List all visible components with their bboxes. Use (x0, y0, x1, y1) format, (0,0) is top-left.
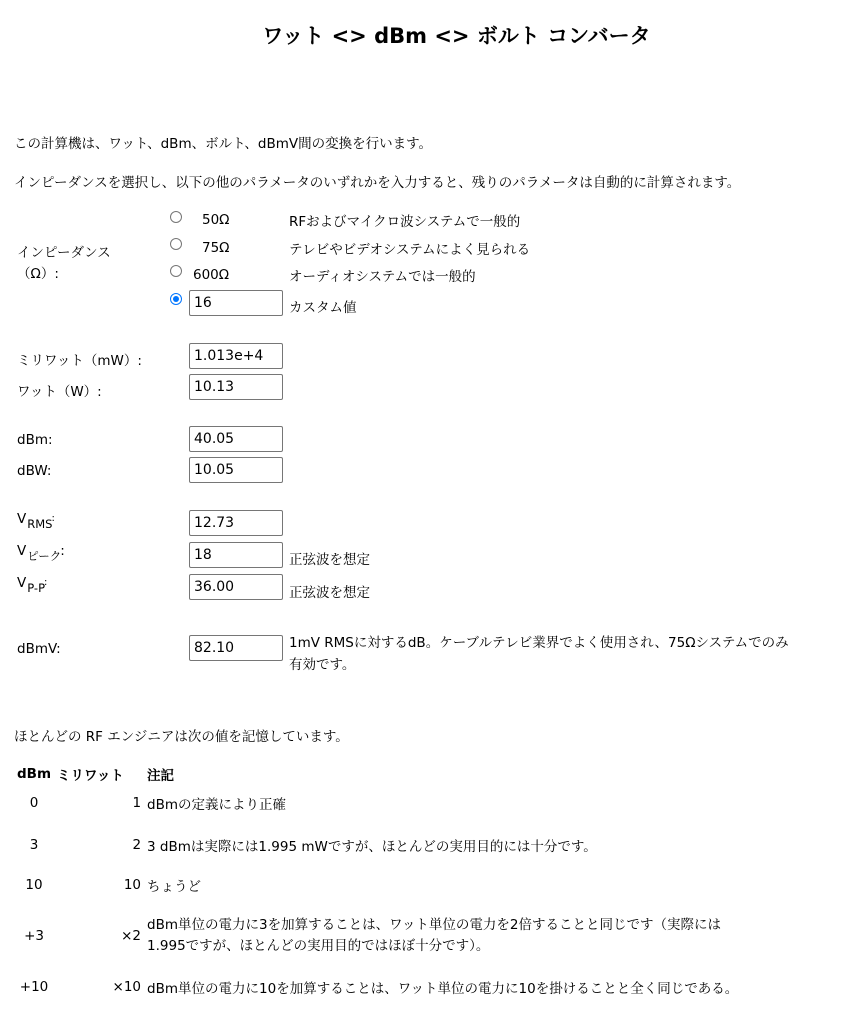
impedance-75-radio[interactable] (170, 238, 182, 250)
cell-dbm: 10 (25, 877, 43, 893)
impedance-label: インピーダンス（Ω）: (17, 245, 111, 282)
impedance-600-value: 600Ω (193, 267, 230, 283)
impedance-600-desc: オーディオシステムでは一般的 (289, 269, 476, 285)
cell-mw: ×2 (121, 928, 142, 944)
page-title: ワット <> dBm <> ボルト コンバータ (262, 24, 651, 48)
vrms-label-suffix: : (51, 513, 55, 524)
vpeak-note: 正弦波を想定 (289, 552, 370, 568)
watts-label: ワット（W）: (17, 384, 102, 400)
cell-note (144, 820, 741, 870)
table-row (14, 820, 741, 870)
dbw-label: dBW: (17, 463, 52, 479)
dbmv-note-line2: 有効です。 (289, 657, 356, 673)
dbm-label: dBm: (17, 432, 53, 448)
cell-note (144, 972, 741, 1002)
cell-note-line1: dBmの定義により正確 (147, 797, 287, 813)
cell-mw: 10 (123, 877, 142, 893)
impedance-custom-desc: カスタム値 (289, 300, 357, 316)
vpp-label (17, 575, 48, 595)
impedance-50-radio[interactable] (170, 211, 182, 223)
vpeak-label-sub: ピーク (27, 549, 62, 563)
table-row (14, 786, 741, 820)
dbmv-note-line1: 1mV RMSに対するdB。ケーブルテレビ業界でよく使用され、75Ωシステムでのみ (289, 635, 789, 651)
dbmv-label: dBmV: (17, 641, 61, 657)
impedance-50-value: 50Ω (202, 212, 230, 228)
vpeak-label (17, 543, 65, 563)
cell-note-line2: 1.995ですが、ほとんどの実用目的ではほぼ十分です）。 (147, 938, 490, 954)
vpp-label-suffix: : (44, 577, 48, 588)
cell-mw: 2 (132, 837, 142, 853)
table-row (14, 972, 741, 1002)
impedance-75-value: 75Ω (202, 240, 230, 256)
cell-note-line1: 3 dBmは実際には1.995 mWですが、ほとんどの実用目的には十分です。 (147, 839, 597, 855)
vrms-input[interactable]: 12.73 (189, 510, 283, 536)
cell-dbm: 0 (29, 795, 39, 811)
cell-mw: 1 (132, 795, 142, 811)
cell-note-line1: dBm単位の電力に3を加算することは、ワット単位の電力を2倍することと同じです（実際には (147, 917, 722, 933)
vpp-input[interactable]: 36.00 (189, 574, 283, 600)
dbmv-input[interactable]: 82.10 (189, 635, 283, 661)
dbm-input[interactable]: 40.05 (189, 426, 283, 452)
watts-input[interactable]: 10.13 (189, 374, 283, 400)
cell-note (144, 900, 741, 972)
vpeak-input[interactable]: 18 (189, 542, 283, 568)
header-dbm: dBm (17, 766, 52, 782)
milliwatts-input[interactable]: 1.013e+4 (189, 343, 283, 369)
header-notes: 注記 (147, 768, 175, 784)
reference-intro: ほとんどの RF エンジニアは次の値を記憶しています。 (14, 729, 349, 745)
cell-note-line1: ちょうど (147, 879, 202, 895)
reference-table (14, 762, 741, 1002)
impedance-custom-radio[interactable] (170, 293, 182, 305)
cell-dbm: +3 (24, 928, 44, 944)
vrms-label-sub: RMS (27, 517, 53, 531)
header-milliwatts: ミリワット (57, 768, 124, 784)
dbw-input[interactable]: 10.05 (189, 457, 283, 483)
table-row (14, 900, 741, 972)
impedance-600-radio[interactable] (170, 265, 182, 277)
cell-note (144, 870, 741, 900)
reference-header-row (14, 762, 741, 786)
vrms-label-main: V (17, 511, 27, 527)
table-row (14, 870, 741, 900)
intro-text: この計算機は、ワット、dBm、ボルト、dBmV間の変換を行います。 (14, 136, 433, 152)
cell-note (144, 786, 741, 820)
cell-note-line1: dBm単位の電力に10を加算することは、ワット単位の電力に10を掛けることと全く同じである。 (147, 981, 739, 997)
milliwatts-label: ミリワット（mW）: (17, 353, 142, 369)
impedance-75-desc: テレビやビデオシステムによく見られる (289, 242, 531, 258)
vrms-label (17, 511, 55, 531)
cell-dbm: +10 (19, 979, 49, 995)
vpp-label-main: V (17, 575, 27, 591)
instructions-text: インピーダンスを選択し、以下の他のパラメータのいずれかを入力すると、残りのパラメータは自動的に計算されます。 (14, 175, 741, 191)
vpeak-label-main: V (17, 543, 27, 559)
vpeak-label-suffix: : (60, 543, 65, 559)
vpp-label-sub: P-P (27, 581, 46, 595)
cell-mw: ×10 (112, 979, 142, 995)
impedance-50-desc: RFおよびマイクロ波システムで一般的 (289, 214, 521, 230)
cell-dbm: 3 (29, 837, 39, 853)
vpp-note: 正弦波を想定 (289, 585, 370, 601)
custom-impedance-input[interactable]: 16 (189, 290, 283, 316)
